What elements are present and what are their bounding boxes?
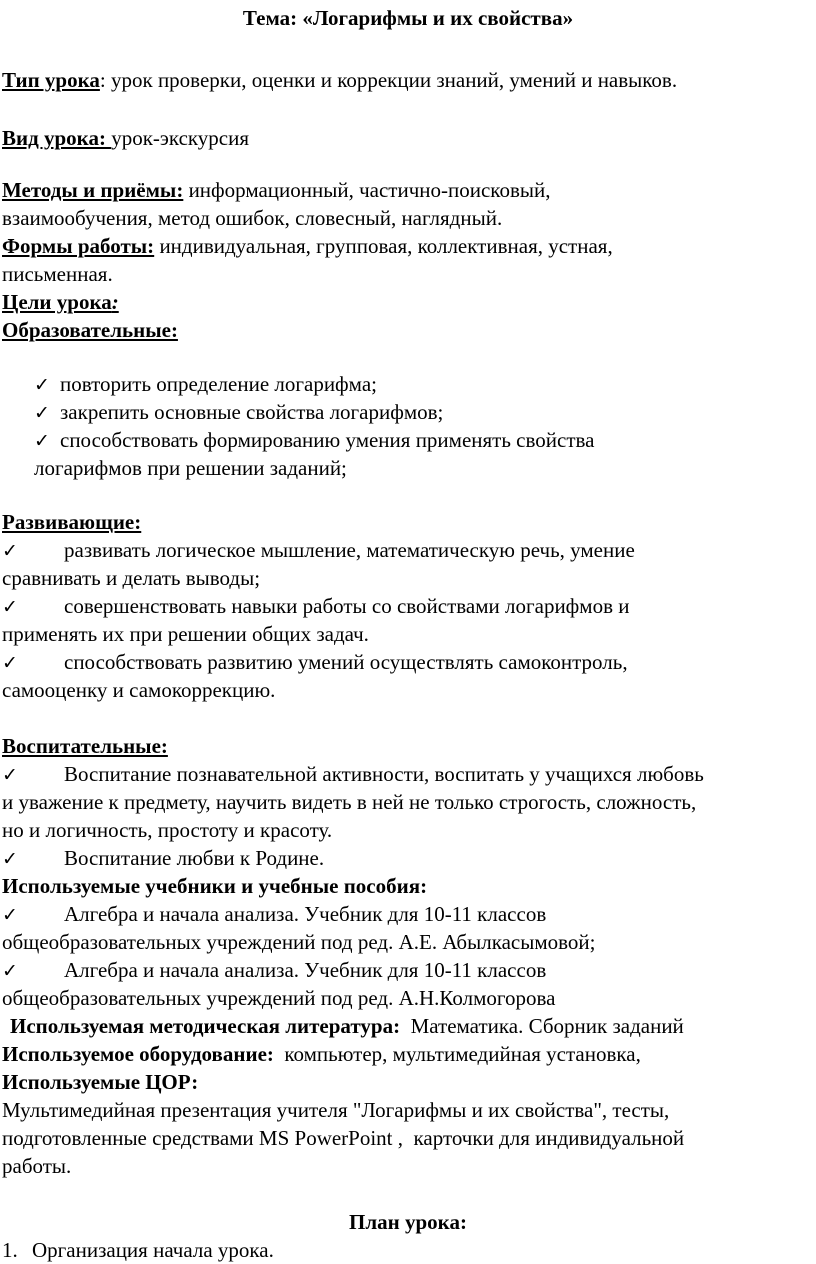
list-item: ✓ Воспитание познавательной активности, воспитать у учащихся любовь <box>2 760 704 789</box>
methods-value-2: взаимообучения, метод ошибок, словесный, наглядный. <box>2 206 503 230</box>
lesson-type-value: : урок проверки, оценки и коррекции знаний, умений и навыков. <box>99 68 678 92</box>
cor-text-1: Мультимедийная презентация учителя "Логарифмы и их свойства", тесты, <box>2 1098 670 1122</box>
page-title: Тема: «Логарифмы и их свойства» <box>242 6 574 30</box>
check-icon: ✓ <box>34 430 50 452</box>
textbooks-heading: Используемые учебники и учебные пособия: <box>2 874 428 898</box>
list-item-continuation: общеобразовательных учреждений под ред. А.Н.Колмогорова <box>2 986 556 1010</box>
forms-value-2: письменная. <box>2 262 113 286</box>
plan-item <box>2 1236 274 1264</box>
check-icon: ✓ <box>2 848 18 870</box>
methods-line <box>2 176 550 204</box>
educational-heading: Образовательные: <box>2 318 178 342</box>
list-item-continuation: сравнивать и делать выводы; <box>2 566 261 590</box>
cor-text-3: работы. <box>2 1154 72 1178</box>
list-item: ✓ Воспитание любви к Родине. <box>2 844 324 873</box>
equipment-line <box>2 1040 641 1068</box>
lesson-type-line <box>2 66 677 94</box>
check-icon: ✓ <box>2 652 18 674</box>
plan-item-text: Организация начала урока. <box>32 1238 274 1262</box>
check-icon: ✓ <box>2 540 18 562</box>
literature-label: Используемая методическая литература: <box>10 1014 401 1038</box>
methods-value-1: информационный, частично-поисковый, <box>183 178 551 202</box>
list-item: ✓ совершенствовать навыки работы со свойствами логарифмов и <box>2 592 629 621</box>
check-icon: ✓ <box>34 374 50 396</box>
upbringing-heading: Воспитательные: <box>2 734 168 758</box>
equipment-value: компьютер, мультимедийная установка, <box>273 1042 641 1066</box>
goals-label: Цели урока <box>2 290 112 314</box>
list-item-continuation: общеобразовательных учреждений под ред. А.Е. Абылкасымовой; <box>2 930 596 954</box>
list-item: ✓ способствовать формированию умения применять свойства <box>34 426 594 455</box>
forms-label: Формы работы: <box>2 234 155 258</box>
check-icon: ✓ <box>34 402 50 424</box>
check-icon: ✓ <box>2 596 18 618</box>
plan-heading: План урока: <box>349 1210 467 1234</box>
check-icon: ✓ <box>2 960 18 982</box>
developing-heading: Развивающие: <box>2 510 142 534</box>
check-icon: ✓ <box>2 904 18 926</box>
cor-heading: Используемые ЦОР: <box>2 1070 199 1094</box>
forms-line <box>2 232 613 260</box>
list-item-continuation: логарифмов при решении заданий; <box>34 456 347 480</box>
list-item: ✓ развивать логическое мышление, математическую речь, умение <box>2 536 635 565</box>
literature-value: Математика. Сборник заданий <box>400 1014 684 1038</box>
lesson-kind-value: урок-экскурсия <box>111 126 250 150</box>
list-item-continuation: применять их при решении общих задач. <box>2 622 369 646</box>
literature-line <box>10 1012 684 1040</box>
list-item: ✓ повторить определение логарифма; <box>34 370 377 399</box>
methods-label: Методы и приёмы: <box>2 178 184 202</box>
cor-text-2: подготовленные средствами MS PowerPoint , карточки для индивидуальной <box>2 1126 685 1150</box>
list-item: ✓ Алгебра и начала анализа. Учебник для 10-11 классов <box>2 956 546 985</box>
plan-item-number: 1. <box>2 1238 18 1262</box>
goals-heading <box>2 288 119 316</box>
lesson-type-label: Тип урока <box>2 68 100 92</box>
lesson-kind-label: Вид урока: <box>2 126 112 150</box>
list-item-continuation: и уважение к предмету, научить видеть в ней не только строгость, сложность, <box>2 790 697 814</box>
list-item: ✓ Алгебра и начала анализа. Учебник для 10-11 классов <box>2 900 546 929</box>
check-icon: ✓ <box>2 764 18 786</box>
list-item: ✓ закрепить основные свойства логарифмов; <box>34 398 443 427</box>
list-item-continuation: самооценку и самокоррекцию. <box>2 678 276 702</box>
list-item-continuation: но и логичность, простоту и красоту. <box>2 818 333 842</box>
forms-value-1: индивидуальная, групповая, коллективная, устная, <box>154 234 613 258</box>
list-item: ✓ способствовать развитию умений осуществлять самоконтроль, <box>2 648 628 677</box>
equipment-label: Используемое оборудование: <box>2 1042 274 1066</box>
lesson-kind-line <box>2 124 249 152</box>
goals-colon: : <box>111 290 119 314</box>
